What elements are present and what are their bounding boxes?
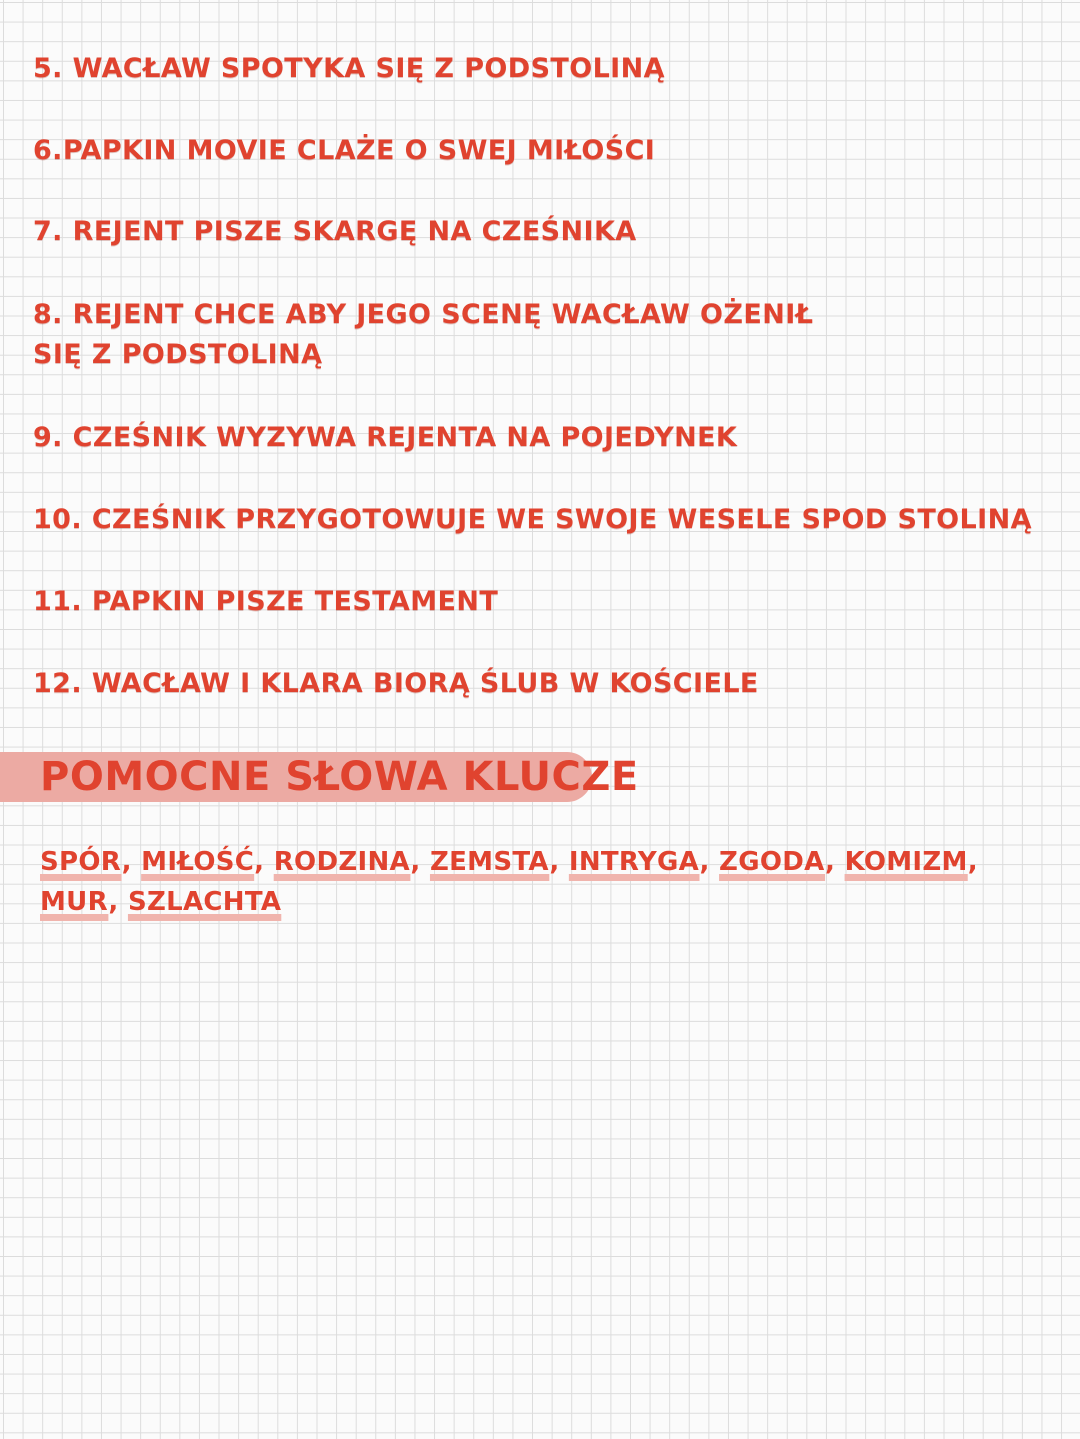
event-item-10: 10. CZEŚNIK PRZYGOTOWUJE WE SWOJE WESELE SPOD STOLINĄ — [33, 504, 1032, 535]
keyword-separator: , — [699, 847, 710, 877]
keyword-separator: , — [121, 847, 132, 877]
keyword: INTRYGA — [568, 847, 700, 877]
keyword: SPÓR — [40, 847, 122, 877]
keyword: RODZINA — [273, 847, 411, 877]
keyword: MIŁOŚĆ — [141, 847, 255, 877]
keyword-separator: , — [549, 847, 560, 877]
event-item-6: 6.PAPKIN MOVIE CLAŻE O SWEJ MIŁOŚCI — [33, 135, 656, 166]
keyword: ZEMSTA — [429, 847, 550, 877]
keyword: ZGODA — [719, 847, 826, 877]
event-item-12: 12. WACŁAW I KLARA BIORĄ ŚLUB W KOŚCIELE — [33, 668, 759, 699]
event-item-5: 5. WACŁAW SPOTYKA SIĘ Z PODSTOLINĄ — [33, 53, 665, 84]
keyword-separator: , — [967, 847, 978, 877]
keyword-separator: , — [108, 887, 119, 917]
event-item-11: 11. PAPKIN PISZE TESTAMENT — [33, 586, 499, 617]
keyword: KOMIZM — [844, 847, 968, 877]
keyword: MUR — [40, 887, 109, 917]
event-item-7: 7. REJENT PISZE SKARGĘ NA CZEŚNIKA — [33, 216, 637, 247]
event-item-8: 8. REJENT CHCE ABY JEGO SCENĘ WACŁAW OŻENIŁ SIĘ Z PODSTOLINĄ — [33, 299, 814, 370]
keyword-separator: , — [410, 847, 421, 877]
keywords-heading: POMOCNE SŁOWA KLUCZE — [40, 754, 639, 800]
keywords-list — [40, 842, 980, 922]
keyword: SZLACHTA — [127, 887, 282, 917]
event-item-9: 9. CZEŚNIK WYZYWA REJENTA NA POJEDYNEK — [33, 422, 738, 453]
keyword-separator: , — [254, 847, 265, 877]
keyword-separator: , — [825, 847, 836, 877]
